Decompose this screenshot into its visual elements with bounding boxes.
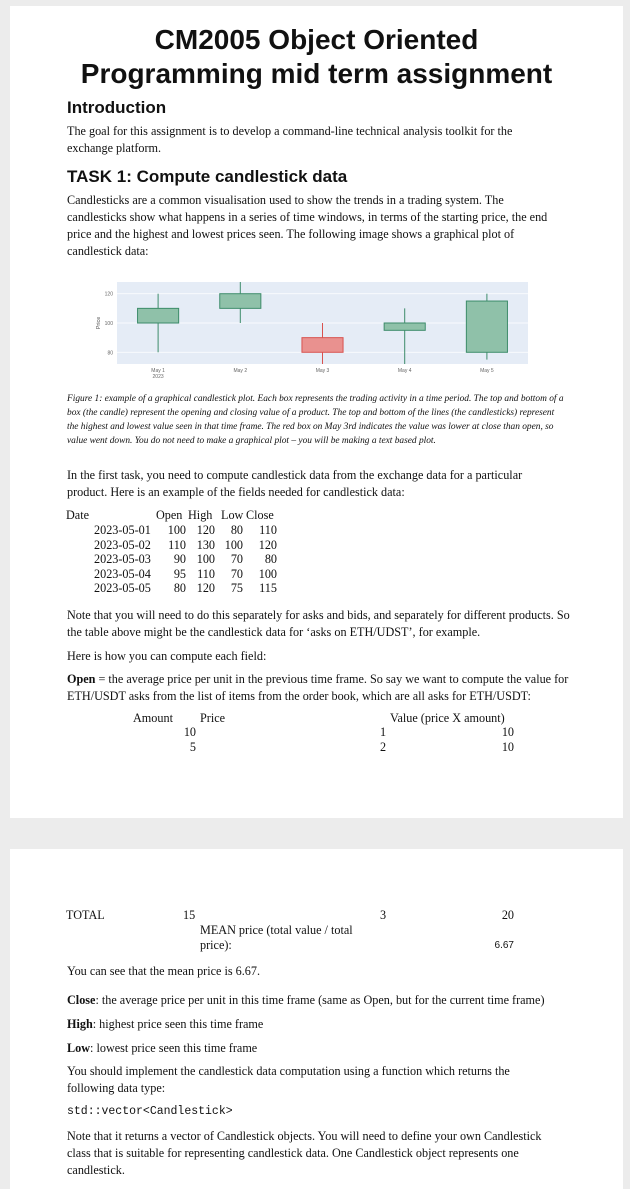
table-header-date: Date [66,508,90,522]
x-tick-label: May 4 [397,368,412,374]
task1-text: Candlesticks are a common visualisation used to show the trends in a trading system. The candlesticks show what happens in a series of time windows, in terms of the starting price, the end price and the highest and lowest prices seen. The following image shows a graphical plot of candlestick data: [67,193,548,258]
calc-total-value: 20 [501,908,514,922]
note-text: Note that you will need to do this separately for asks and bids, and separately for different products. So the table above might be the candlestick data for ‘asks on ETH/UDST’, for example. [67,608,570,639]
table-cell-open: 90 [173,552,186,566]
high-definition [67,1016,547,1033]
x-tick-label: May 3 [315,368,330,374]
table-header-open: Open [156,508,183,522]
calc-cell-price: 2 [380,739,387,754]
table-header-low: Low [221,508,244,522]
table-cell-date: 2023-05-02 [94,537,151,552]
y-tick-label: 80 [107,350,113,357]
table-cell-low: 70 [230,552,243,566]
table-cell-date: 2023-05-04 [94,566,151,581]
task1-heading: TASK 1: Compute candlestick data [67,167,348,186]
low-term: Low [67,1041,91,1055]
implementation-text: You should implement the candlestick data computation using a function which returns the following data type: [67,1064,510,1095]
high-term: High [67,1017,93,1031]
table-header-close: Close [246,508,274,522]
table-cell-close: 115 [259,581,277,595]
document-page-2 [10,849,623,1189]
x-tick-label: 2023 [152,374,164,380]
calc-cell-value: 10 [501,725,514,739]
table-cell-low: 80 [230,523,243,537]
table-cell-high: 120 [196,581,215,595]
candle-5 [466,294,507,360]
candle-body [302,338,343,353]
table-cell-high: 130 [196,537,215,552]
table-cell-high: 120 [196,523,215,537]
candle-body [138,308,179,323]
calc-mean-value: 6.67 [494,940,514,951]
calc-total-amount: 15 [183,908,196,922]
calc-cell-amount: 10 [183,725,196,739]
high-text: : highest price seen this time frame [92,1017,264,1031]
intro-heading: Introduction [67,98,167,117]
calc-cell-value: 10 [501,739,514,754]
table-cell-close: 110 [259,523,277,537]
y-tick-label: 100 [104,321,113,327]
open-term: Open [67,672,96,686]
table-header-high: High [188,508,213,522]
calculation-table [10,711,623,761]
table-cell-close: 120 [258,537,277,552]
candlestick-chart [88,276,538,386]
candle-body [384,323,425,330]
table-cell-open: 110 [168,537,186,552]
x-tick-label: May 1 [151,368,165,374]
table-cell-low: 100 [224,537,243,552]
table-cell-close: 100 [258,566,277,581]
figure-caption: Figure 1: example of a graphical candlestick plot. Each box represents the trading activity in a time period. The top and bottom of a box (the candle) represent the opening and closing value of a product. The top and bottom of the lines (the candlesticks) represent the highest and lowest value seen in that time frame. The red box on May 3rd indicates the value was lower at close than open, so value went down. You do not need to make a graphical plot – you will be making a text based plot. [67,394,564,446]
close-term: Close [67,993,96,1007]
x-tick-label: May 5 [480,368,494,374]
calc-header-value: Value (price X amount) [390,711,505,725]
table-cell-open: 100 [167,523,186,537]
intro-text: The goal for this assignment is to develop a command-line technical analysis toolkit for the exchange platform. [67,124,513,155]
y-tick-label: 120 [104,291,113,298]
table-cell-high: 100 [196,552,215,566]
calc-header-price: Price [200,711,226,725]
table-cell-close: 80 [264,552,277,566]
table-cell-open: 80 [173,581,186,595]
candle-body [220,294,261,309]
fields-intro-text: In the first task, you need to compute candlestick data from the exchange data for a particular product. Here is an example of the fields needed for candlestick data: [67,468,523,499]
calc-cell-amount: 5 [189,739,196,754]
calc-total-price: 3 [380,908,387,922]
table-cell-high: 110 [197,566,215,581]
low-definition [67,1040,547,1057]
table-cell-date: 2023-05-01 [94,523,151,537]
how-text: Here is how you can compute each field: [67,649,267,663]
calc-header-amount: Amount [133,711,173,725]
table-cell-open: 95 [173,566,186,581]
close-text: : the average price per unit in this time frame (same as Open, but for the current time frame) [95,993,545,1007]
candlestick-data-table [10,508,623,598]
open-text: = the average price per unit in the previous time frame. So say we want to compute the value for ETH/USDT asks from the list of items from the order book, which are all asks for ETH/USDT: [67,672,569,703]
table-cell-date: 2023-05-05 [94,581,151,595]
doc-title-line-1: CM2005 Object Oriented [154,24,479,55]
table-cell-low: 70 [230,566,243,581]
open-definition [67,671,577,705]
mean-text: You can see that the mean price is 6.67. [67,964,261,978]
x-tick-label: May 2 [233,368,248,374]
code-snippet: std::vector<Candlestick> [67,1105,233,1118]
low-text: : lowest price seen this time frame [90,1041,258,1055]
y-axis-label: Price [96,316,102,330]
table-cell-date: 2023-05-03 [94,552,151,566]
calc-cell-price: 1 [380,725,387,739]
calc-mean-label: MEAN price (total value / total price): [200,923,353,952]
vector-note-text: Note that it returns a vector of Candlestick objects. You will need to define your own Candlestick class that is suitable for representing candlestick data. One Candlestick object represents one candlestick. [67,1129,542,1177]
candle-body [466,301,507,352]
calc-total-label: TOTAL [66,908,105,922]
doc-title-line-2: Programming mid term assignment [80,58,553,89]
table-cell-low: 75 [230,581,243,595]
document-page-1 [10,6,623,818]
close-definition [67,992,587,1009]
